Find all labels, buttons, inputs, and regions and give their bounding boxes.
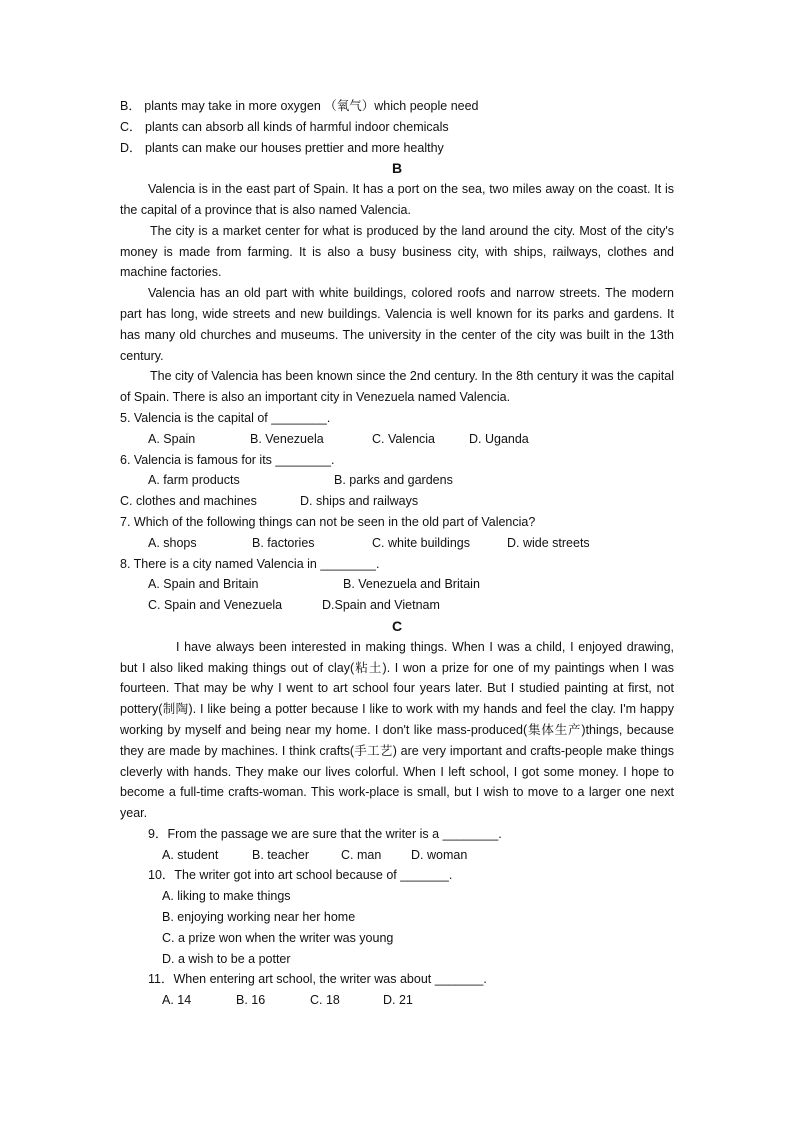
q6-option-a: A. farm products	[148, 473, 240, 488]
passage-b-paragraph-4: The city of Valencia has been known since the 2nd century. In the 8th century it was the capital of Spain. There is also an important city in Venezuela named Valencia.	[120, 369, 674, 405]
q10-option-c: C. a prize won when the writer was young	[162, 930, 394, 945]
q8-option-d: D.Spain and Vietnam	[322, 598, 440, 613]
option-b: B． plants may take in more oxygen （氧气）which people need	[120, 99, 479, 113]
section-b-heading: B	[391, 160, 403, 177]
question-5-stem: 5. Valencia is the capital of ________.	[120, 410, 331, 425]
q9-option-d: D. woman	[411, 847, 468, 862]
q7-option-d: D. wide streets	[507, 535, 590, 550]
q10-option-a: A. liking to make things	[162, 889, 291, 904]
q6-option-d: D. ships and railways	[300, 494, 419, 509]
q11-option-a: A. 14	[162, 993, 192, 1008]
option-d: D． plants can make our houses prettier and more healthy	[120, 140, 444, 155]
q7-option-b: B. factories	[252, 535, 315, 550]
q8-option-c: C. Spain and Venezuela	[148, 598, 283, 613]
passage-b-paragraph-1: Valencia is in the east part of Spain. It has a port on the sea, two miles away on the coast. It is the capital of a province that is also named Valencia.	[120, 182, 674, 217]
question-8-stem: 8. There is a city named Valencia in ________.	[120, 556, 380, 571]
question-9-stem: 9．From the passage we are sure that the writer is a ________.	[148, 826, 502, 841]
passage-b-paragraph-3: Valencia has an old part with white buildings, colored roofs and narrow streets. The modern part has long, wide streets and new buildings. Valencia is well known for its parks and gardens. It has many old churches and museums. The university in the center of the city was built in the 13th century.	[120, 286, 674, 363]
question-9-options	[120, 845, 674, 866]
option-c: C． plants can absorb all kinds of harmful indoor chemicals	[120, 119, 449, 134]
question-10-stem: 10．The writer got into art school because of _______.	[148, 868, 453, 883]
q11-option-c: C. 18	[310, 993, 340, 1008]
q8-option-b: B. Venezuela and Britain	[343, 577, 480, 592]
q10-option-b: B. enjoying working near her home	[162, 910, 356, 925]
q9-option-a: A. student	[162, 847, 219, 862]
q10-option-d: D. a wish to be a potter	[162, 951, 291, 966]
question-6-options-row1	[120, 470, 674, 491]
question-11-stem: 11．When entering art school, the writer was about _______.	[148, 972, 487, 987]
exam-page	[120, 96, 674, 1011]
q9-option-c: C. man	[341, 847, 382, 862]
q5-option-c: C. Valencia	[372, 431, 435, 446]
question-5-options	[120, 429, 674, 450]
section-c-heading: C	[391, 617, 403, 634]
question-8-options-row2	[120, 595, 674, 616]
q5-option-b: B. Venezuela	[250, 431, 324, 446]
q11-option-d: D. 21	[383, 993, 413, 1008]
passage-b-paragraph-2: The city is a market center for what is produced by the land around the city. Most of the city's money is made from farming. It is also a busy business city, with ships, railways, clothes and machine factories.	[120, 223, 674, 280]
q5-option-d: D. Uganda	[469, 431, 529, 446]
question-6-stem: 6. Valencia is famous for its ________.	[120, 452, 335, 467]
question-7-stem: 7. Which of the following things can not be seen in the old part of Valencia?	[120, 514, 536, 529]
passage-c: I have always been interested in making things. When I was a child, I enjoyed drawing, but I also liked making things out of clay(粘土). I won a prize for one of my paintings when I was fourteen. That may be why I went to art school four years later. But I studied painting at first, not pottery(制陶). I like being a potter because I like to work with my hands and feel the clay. I'm happy working by myself and being near my home. I don't like mass-produced(集体生产)things, because they are made by machines. I think crafts(手工艺) are very important and crafts-people make things cleverly with hands. They make our lives colorful. When I left school, I got some money. I hope to become a full-time crafts-woman. This work-place is small, but I wish to move to a larger one next year.	[120, 639, 674, 821]
question-11-options	[120, 990, 674, 1011]
q6-option-b: B. parks and gardens	[334, 473, 453, 488]
question-7-options	[120, 533, 674, 554]
q8-option-a: A. Spain and Britain	[148, 577, 259, 592]
question-8-options-row1	[120, 574, 674, 595]
question-6-options-row2	[120, 491, 674, 512]
q7-option-a: A. shops	[148, 535, 197, 550]
q11-option-b: B. 16	[236, 993, 266, 1008]
q5-option-a: A. Spain	[148, 431, 196, 446]
q9-option-b: B. teacher	[252, 847, 309, 862]
q6-option-c: C. clothes and machines	[120, 494, 257, 509]
q7-option-c: C. white buildings	[372, 535, 470, 550]
